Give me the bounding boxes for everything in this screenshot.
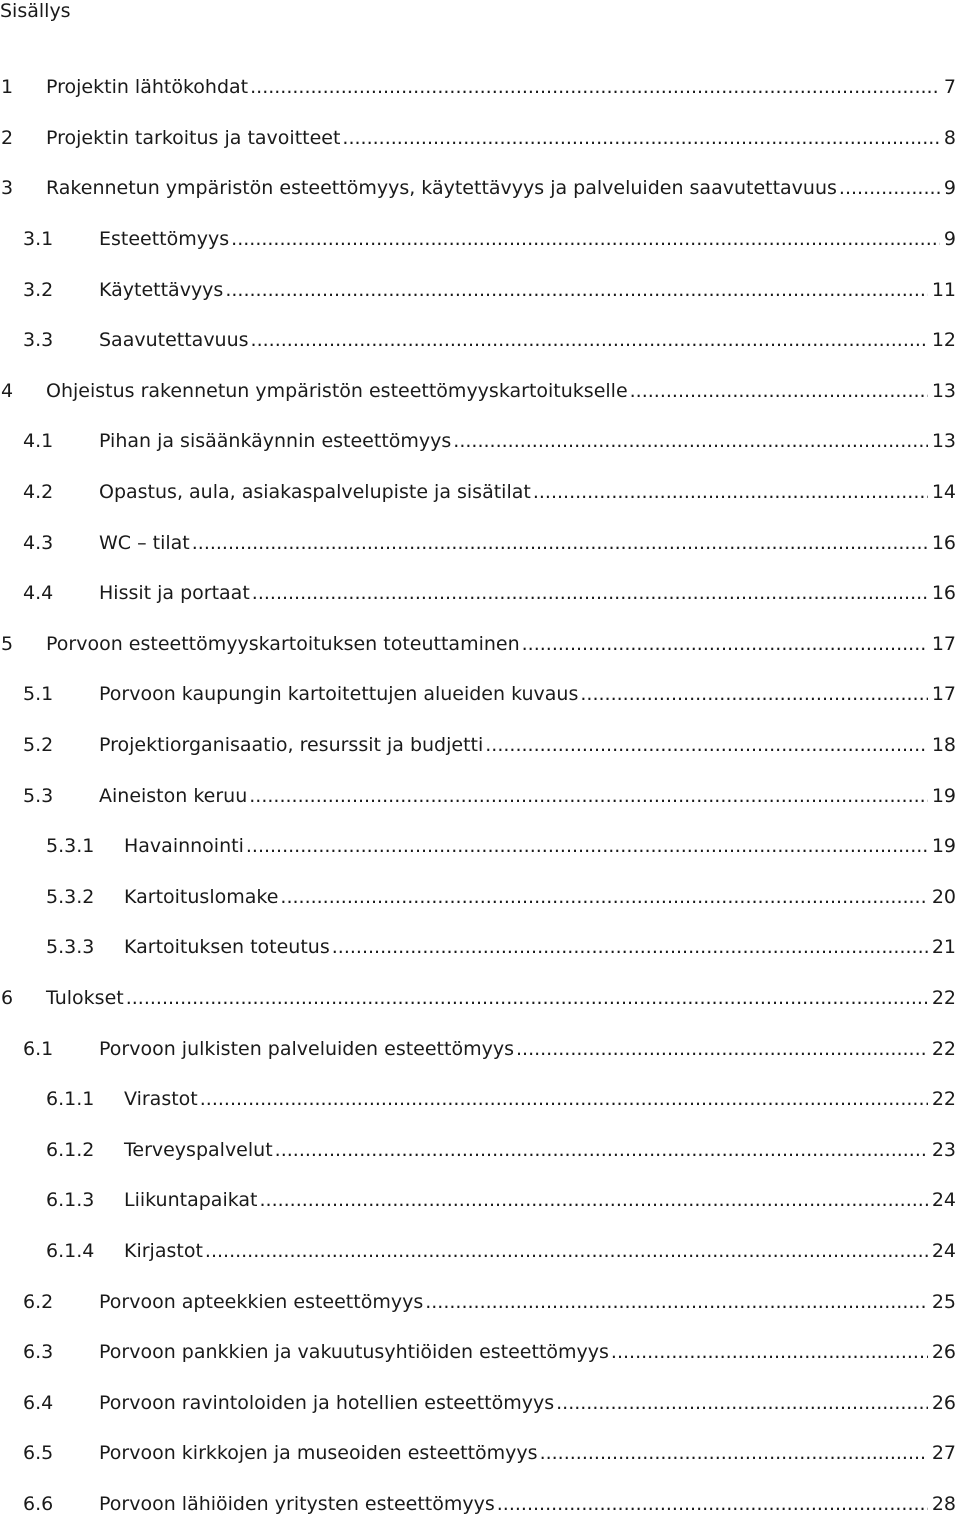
toc-entry-number: 3.2 [23,278,54,301]
toc-entry-number: 6.1 [23,1037,54,1060]
toc-entry-page: 8 [943,126,956,149]
toc-entry-page: 28 [931,1492,956,1515]
dot-leader [332,936,928,958]
dot-leader [246,835,928,857]
dot-leader [497,1493,928,1515]
toc-entry-title: Terveyspalvelut [124,1138,273,1161]
toc-entry-number: 6.1.3 [46,1189,95,1212]
dot-leader [425,1291,928,1313]
dot-leader [516,1038,928,1060]
toc-entry[interactable] [0,568,960,619]
toc-entry-number: 4.2 [23,481,54,504]
toc-entry-number: 6.5 [23,1442,54,1465]
toc-entry-title: Kirjastot [124,1239,203,1262]
toc-entry-number: 1 [1,76,14,99]
toc-entry-title: Kartoituslomake [124,885,279,908]
toc-entry[interactable] [0,770,960,821]
toc-entry-title: Projektin tarkoitus ja tavoitteet [46,126,341,149]
toc-entry[interactable] [0,821,960,872]
dot-leader [540,1442,928,1464]
toc-entry-page: 26 [931,1341,956,1364]
toc-entry-number: 6.1.1 [46,1088,95,1111]
toc-entry-number: 3.3 [23,329,54,352]
dot-leader [611,1341,928,1363]
toc-entry-number: 5 [1,632,14,655]
toc-entry-title: Käytettävyys [99,278,224,301]
toc-entry-number: 6.1.2 [46,1138,95,1161]
toc-entry-page: 23 [931,1138,956,1161]
toc-entry-number: 6.2 [23,1290,54,1313]
toc-entry[interactable] [0,113,960,164]
dot-leader [259,1189,927,1211]
toc-entry[interactable] [0,922,960,973]
dot-leader [839,177,940,199]
toc-entry-page: 16 [931,582,956,605]
dot-leader [250,76,940,98]
toc-entry-number: 6.3 [23,1341,54,1364]
toc-entry-page: 22 [931,1037,956,1060]
toc-entry-number: 6.1.4 [46,1239,95,1262]
toc-entry[interactable] [0,1479,960,1529]
toc-entry-number: 4.4 [23,582,54,605]
toc-entry-title: Porvoon pankkien ja vakuutusyhtiöiden esteettömyys [99,1341,609,1364]
dot-leader [231,228,940,250]
toc-entry-number: 6 [1,986,14,1009]
dot-leader [630,380,928,402]
toc-entry-number: 5.3.2 [46,885,95,908]
toc-entry-number: 5.3.3 [46,936,95,959]
toc-entry[interactable] [0,366,960,417]
dot-leader [275,1139,928,1161]
toc-entry[interactable] [0,214,960,265]
toc-entry-page: 22 [931,1088,956,1111]
dot-leader [580,683,927,705]
toc-entry-title: Porvoon julkisten palveluiden esteettömyys [99,1037,514,1060]
toc-entry-page: 7 [943,76,956,99]
toc-entry-page: 26 [931,1391,956,1414]
toc-entry[interactable] [0,1276,960,1327]
toc-entry[interactable] [0,1023,960,1074]
toc-entry-title: Hissit ja portaat [99,582,250,605]
toc-entry[interactable] [0,1226,960,1277]
dot-leader [192,532,928,554]
toc-entry-page: 11 [931,278,956,301]
toc-entry-page: 27 [931,1442,956,1465]
toc-entry[interactable] [0,163,960,214]
toc-entry-title: Esteettömyys [99,228,230,251]
dot-leader [225,279,927,301]
toc-entry[interactable] [0,1327,960,1378]
dot-leader [280,886,927,908]
toc-entry-number: 5.3.1 [46,835,95,858]
toc-entry[interactable] [0,720,960,771]
toc-entry[interactable] [0,467,960,518]
toc-entry-title: Porvoon lähiöiden yritysten esteettömyys [99,1492,495,1515]
toc-entry-title: Projektin lähtökohdat [46,76,249,99]
toc-entry-title: Aineiston keruu [99,784,248,807]
toc-entry-title: Liikuntapaikat [124,1189,258,1212]
toc-entry-number: 5.3 [23,784,54,807]
toc-entry-number: 6.6 [23,1492,54,1515]
dot-leader [522,633,928,655]
toc-entry-title: Kartoituksen toteutus [124,936,330,959]
toc-entry-number: 3.1 [23,228,54,251]
toc-entry-number: 4.1 [23,430,54,453]
toc-entry-page: 9 [943,177,956,200]
toc-entry-page: 25 [931,1290,956,1313]
toc-entry[interactable] [0,416,960,467]
dot-leader [205,1240,928,1262]
toc-entry-title: Rakennetun ympäristön esteettömyys, käytettävyys ja palveluiden saavutettavuus [46,177,837,200]
toc-entry-page: 17 [931,632,956,655]
toc-entry-number: 4.3 [23,531,54,554]
toc-entry[interactable] [0,315,960,366]
toc-entry-page: 19 [931,835,956,858]
toc-entry-page: 9 [943,228,956,251]
toc-entry[interactable] [0,973,960,1024]
dot-leader [342,127,939,149]
dot-leader [556,1392,928,1414]
toc-entry-page: 17 [931,683,956,706]
toc-entry[interactable] [0,669,960,720]
toc-entry-title: Saavutettavuus [99,329,249,352]
toc-entry-title: Pihan ja sisäänkäynnin esteettömyys [99,430,452,453]
dot-leader [533,481,928,503]
toc-entry-number: 6.4 [23,1391,54,1414]
toc-entry-title: Porvoon esteettömyyskartoituksen toteuttaminen [46,632,520,655]
dot-leader [251,329,928,351]
toc-entry-page: 22 [931,986,956,1009]
dot-leader [453,430,928,452]
toc-entry-number: 5.1 [23,683,54,706]
toc-entry-title: WC – tilat [99,531,190,554]
toc-entry-number: 3 [1,177,14,200]
toc-entry-number: 2 [1,126,14,149]
toc-entry-page: 18 [931,734,956,757]
toc-entry-title: Ohjeistus rakennetun ympäristön esteettömyyskartoitukselle [46,379,628,402]
toc-entry-number: 5.2 [23,734,54,757]
toc-entry-title: Tulokset [46,986,124,1009]
toc-entry-page: 20 [931,885,956,908]
toc-entry-page: 24 [931,1239,956,1262]
toc-entry[interactable] [0,1124,960,1175]
toc-entry[interactable] [0,1074,960,1125]
toc-entry-title: Porvoon ravintoloiden ja hotellien esteettömyys [99,1391,555,1414]
dot-leader [249,785,928,807]
dot-leader [252,582,928,604]
toc-entry-title: Opastus, aula, asiakaspalvelupiste ja sisätilat [99,481,531,504]
dot-leader [126,987,928,1009]
table-of-contents [0,62,960,1529]
toc-entry-title: Virastot [124,1088,198,1111]
toc-entry[interactable] [0,264,960,315]
toc-entry-title: Porvoon kaupungin kartoitettujen alueiden kuvaus [99,683,579,706]
toc-entry-page: 19 [931,784,956,807]
dot-leader [200,1088,928,1110]
toc-entry-page: 12 [931,329,956,352]
toc-entry-page: 13 [931,379,956,402]
toc-entry[interactable] [0,517,960,568]
dot-leader [485,734,928,756]
toc-entry-page: 24 [931,1189,956,1212]
toc-entry[interactable] [0,62,960,113]
toc-entry[interactable] [0,1428,960,1479]
toc-entry-title: Projektiorganisaatio, resurssit ja budjetti [99,734,484,757]
toc-entry-page: 14 [931,481,956,504]
toc-entry-title: Porvoon kirkkojen ja museoiden esteettömyys [99,1442,538,1465]
toc-heading: Sisällys [0,0,71,22]
toc-entry[interactable] [0,872,960,923]
toc-entry[interactable] [0,1175,960,1226]
toc-entry-title: Porvoon apteekkien esteettömyys [99,1290,424,1313]
toc-entry-page: 21 [931,936,956,959]
toc-entry[interactable] [0,619,960,670]
toc-entry[interactable] [0,1377,960,1428]
toc-entry-number: 4 [1,379,14,402]
toc-entry-page: 13 [931,430,956,453]
toc-entry-title: Havainnointi [124,835,244,858]
toc-entry-page: 16 [931,531,956,554]
